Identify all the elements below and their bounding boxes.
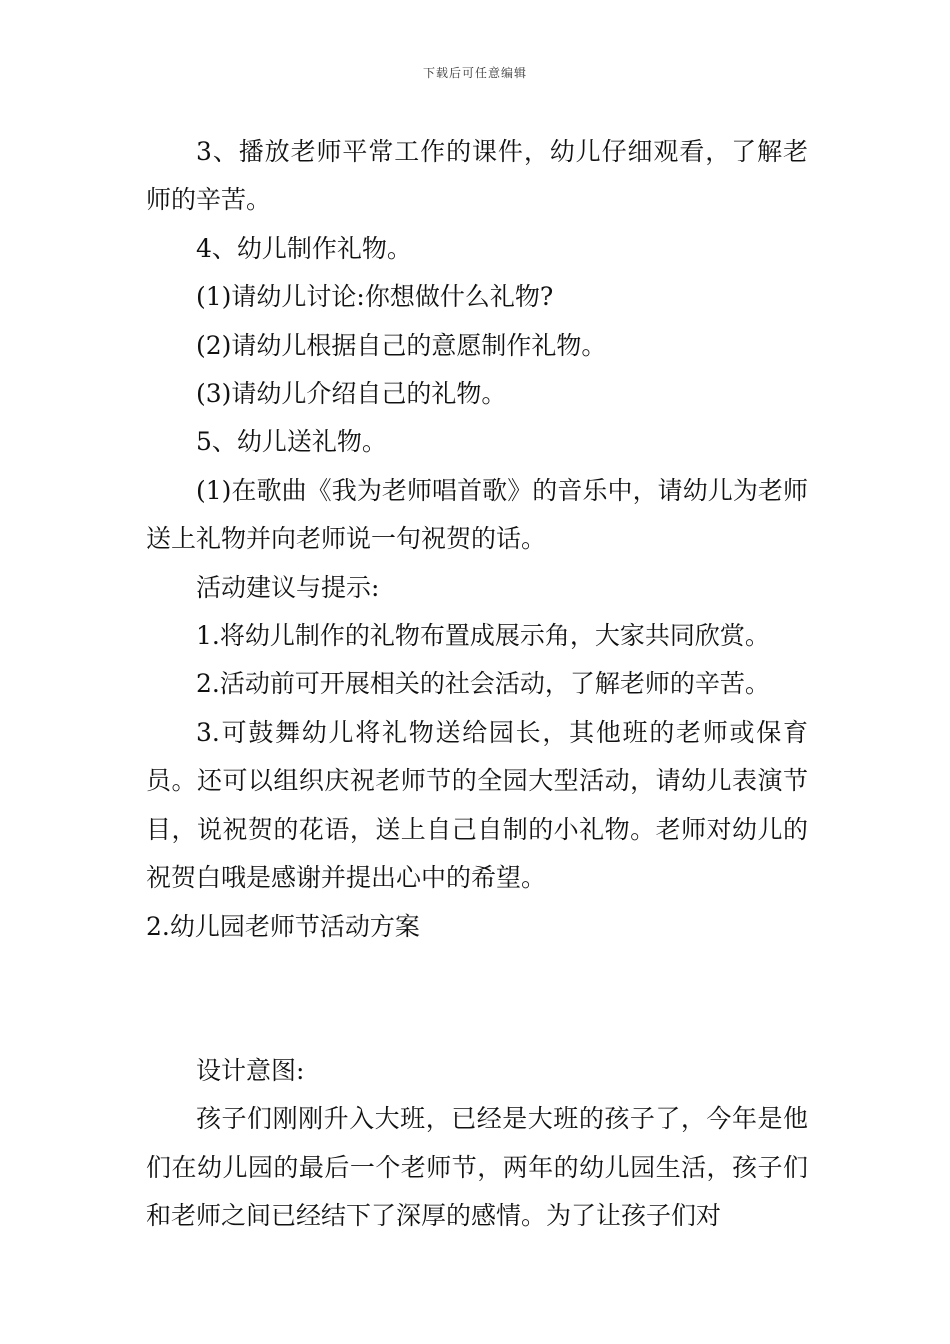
paragraph-design-intent: 孩子们刚刚升入大班，已经是大班的孩子了，今年是他们在幼儿园的最后一个老师节，两年的幼儿园生活，孩子们和老师之间已经结下了深厚的感情。为了让孩子们对 [146,1104,808,1231]
paragraph-suggestions-heading: 活动建议与提示: [196,572,380,602]
header-note: 下载后可任意编辑 [422,66,527,80]
document-body [146,128,808,1241]
paragraph-step-3: 3、播放老师平常工作的课件，幼儿仔细观看，了解老师的辛苦。 [146,137,808,215]
paragraph-step-4-1: (1)请幼儿讨论:你想做什么礼物? [196,282,554,312]
paragraph-step-5-1: (1)在歌曲《我为老师唱首歌》的音乐中，请幼儿为老师送上礼物并向老师说一句祝贺的话。 [146,475,808,554]
section-spacer [146,951,808,1047]
paragraph-step-4: 4、幼儿制作礼物。 [196,233,412,263]
section-title: 2.幼儿园老师节活动方案 [146,911,420,941]
paragraph-design-intent-heading: 设计意图: [196,1055,305,1085]
paragraph-step-5: 5、幼儿送礼物。 [196,427,387,457]
paragraph-suggestion-1: 1.将幼儿制作的礼物布置成展示角，大家共同欣赏。 [196,621,770,651]
paragraph-step-4-3: (3)请幼儿介绍自己的礼物。 [196,379,507,409]
paragraph-step-4-2: (2)请幼儿根据自己的意愿制作礼物。 [196,330,607,360]
paragraph-suggestion-3: 3.可鼓舞幼儿将礼物送给园长，其他班的老师或保育员。还可以组织庆祝老师节的全园大型活动，请幼儿表演节目，说祝贺的花语，送上自己自制的小礼物。老师对幼儿的祝贺白哦是感谢并提出心中的希望。 [146,717,808,893]
paragraph-suggestion-2: 2.活动前可开展相关的社会活动，了解老师的辛苦。 [196,669,770,699]
